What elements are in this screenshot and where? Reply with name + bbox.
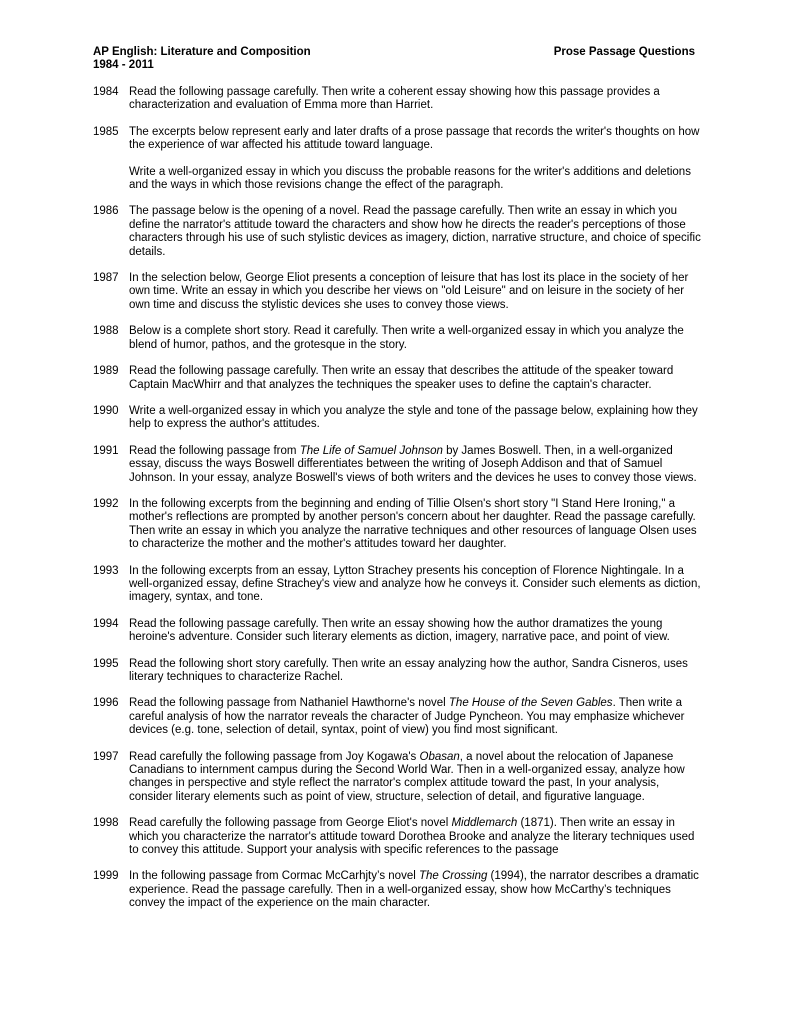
question-entry <box>93 817 701 857</box>
text-segment: In the following excerpts from an essay, Lytton Strachey presents his conception of Florence Nightingale. In a well-organized essay, define Strachey's view and analyze how he conveys it. Consider such elements as diction, imagery, syntax, and tone. <box>129 564 701 604</box>
question-entry <box>93 498 701 552</box>
question-entry <box>93 445 701 485</box>
question-year: 1998 <box>93 817 119 830</box>
question-text <box>129 325 701 352</box>
question-entry <box>93 205 701 259</box>
question-paragraph <box>129 565 701 605</box>
text-segment: Write a well-organized essay in which you discuss the probable reasons for the writer's additions and deletions and the ways in which those revisions change the effect of the paragraph. <box>129 165 691 192</box>
question-text <box>129 565 701 605</box>
work-title: Middlemarch <box>451 817 518 830</box>
question-entry <box>93 365 701 392</box>
question-year: 1995 <box>93 657 119 670</box>
text-segment: In the selection below, George Eliot presents a conception of leisure that has lost its place in the society of her own time. Write an essay in which you describe her views on "old Leisure" and on leisure in the society of her own time and discuss the stylistic devices she uses to convey those views. <box>129 272 689 311</box>
question-text <box>129 205 701 259</box>
question-entry <box>93 126 701 193</box>
header-row <box>93 46 695 59</box>
question-text <box>129 618 701 645</box>
question-entry <box>93 405 701 432</box>
question-text <box>129 126 701 193</box>
year-range: 1984 - 2011 <box>93 59 154 71</box>
question-year: 1984 <box>93 86 119 98</box>
question-text <box>129 817 701 857</box>
question-entry <box>93 870 701 910</box>
question-year: 1990 <box>93 404 119 417</box>
question-paragraph <box>129 751 701 805</box>
question-year: 1989 <box>93 365 119 378</box>
question-year: 1986 <box>93 205 119 218</box>
question-paragraph <box>129 405 701 432</box>
text-segment: The excerpts below represent early and later drafts of a prose passage that records the writer's thoughts on how the experience of war affected his attitude toward language. <box>129 125 700 152</box>
text-segment: by James Boswell. Then, in a well-organized essay, discuss the ways Boswell differentiates between the writing of Joseph Addison and that of Samuel Johnson. In your essay, analyze Boswell's views of both writers and the devices he uses to convey those views. <box>129 444 697 484</box>
text-segment: In the following passage from Cormac McCarhjty’s novel <box>129 870 419 883</box>
question-year: 1999 <box>93 870 119 883</box>
question-paragraph <box>129 126 701 153</box>
text-segment: Write a well-organized essay in which you analyze the style and tone of the passage below, explaining how they help to express the author's attitudes. <box>129 404 698 431</box>
text-segment: Read the following passage from Nathaniel Hawthorne's novel <box>129 697 449 710</box>
question-paragraph <box>129 817 701 857</box>
question-year: 1985 <box>93 125 119 138</box>
question-paragraph <box>129 325 701 352</box>
question-entry <box>93 658 701 685</box>
question-paragraph <box>129 365 701 392</box>
question-text <box>129 405 701 432</box>
question-paragraph <box>129 205 701 259</box>
text-segment: The passage below is the opening of a novel. Read the passage carefully. Then write an essay in which you define the narrator's attitude toward the characters and show how he directs the reader's perceptions of those characters through his use of such stylistic devices as imagery, diction, narrative structure, and choice of specific details. <box>129 205 701 258</box>
question-paragraph <box>129 498 701 552</box>
text-segment: Below is a complete short story. Read it carefully. Then write a well-organized essay in which you analyze the blend of humor, pathos, and the grotesque in the story. <box>129 325 684 351</box>
text-segment: Read the following passage carefully. Then write an essay showing how the author dramatizes the young heroine's adventure. Consider such literary elements as diction, imagery, narrative pace, and point of view. <box>129 617 670 644</box>
question-text <box>129 365 701 392</box>
work-title: Obasan <box>419 750 460 763</box>
question-text <box>129 658 701 685</box>
question-paragraph <box>129 272 701 312</box>
question-text <box>129 272 701 312</box>
text-segment: Read the following passage from <box>129 444 300 457</box>
work-title: The Crossing <box>418 870 488 883</box>
question-entry <box>93 618 701 645</box>
question-list <box>93 86 701 924</box>
question-entry <box>93 697 701 737</box>
text-segment: (1994), the narrator describes a dramatic experience. Read the passage carefully. Then in a well-organized essay, show how McCarthy’s techniques convey the impact of the experience on the main character. <box>129 870 699 910</box>
question-year: 1988 <box>93 325 119 338</box>
question-entry <box>93 86 701 113</box>
question-year: 1987 <box>93 272 119 285</box>
text-segment: . Then write a careful analysis of how the narrator reveals the character of Judge Pyncheon. You may emphasize whichever devices (e.g. tone, selection of detail, syntax, point of view) you find most significant. <box>129 697 685 737</box>
question-text <box>129 445 701 485</box>
section-title: Prose Passage Questions <box>553 46 695 58</box>
question-year: 1991 <box>93 444 119 457</box>
text-segment: Read carefully the following passage from Joy Kogawa's <box>129 750 420 763</box>
question-paragraph <box>129 870 701 910</box>
question-paragraph <box>129 697 701 737</box>
question-year: 1992 <box>93 497 119 510</box>
question-text <box>129 870 701 910</box>
question-text <box>129 697 701 737</box>
work-title: The House of the Seven Gables <box>448 697 613 710</box>
text-segment: In the following excerpts from the beginning and ending of Tillie Olsen's short story "I Stand Here Ironing," a mother's reflections are prompted by another person's concern about her daughter. Read the passage carefully. Then write an essay in which you analyze the narrative techniques and other resources of language Olsen uses to characterize the mother and the mother's attitudes toward her daughter. <box>129 497 697 551</box>
text-segment: (1871). Then write an essay in which you characterize the narrator's attitude toward Dorothea Brooke and analyze the literary techniques used to convey this attitude. Support your analysis with specific references to the passage <box>129 817 695 857</box>
question-entry <box>93 751 701 805</box>
question-text <box>129 86 701 113</box>
question-paragraph <box>129 166 701 193</box>
question-entry <box>93 325 701 352</box>
question-year: 1994 <box>93 617 119 630</box>
question-text <box>129 751 701 805</box>
question-paragraph <box>129 445 701 485</box>
question-entry <box>93 565 701 605</box>
work-title: The Life of Samuel Johnson <box>299 444 443 457</box>
question-entry <box>93 272 701 312</box>
question-paragraph <box>129 618 701 645</box>
course-title: AP English: Literature and Composition <box>93 46 311 58</box>
question-paragraph <box>129 86 701 113</box>
question-year: 1997 <box>93 750 119 763</box>
question-paragraph <box>129 658 701 685</box>
page-header <box>93 46 695 72</box>
question-year: 1996 <box>93 697 119 710</box>
text-segment: Read carefully the following passage from George Eliot's novel <box>129 817 452 830</box>
question-text <box>129 498 701 552</box>
question-year: 1993 <box>93 564 119 577</box>
text-segment: Read the following passage carefully. Then write an essay that describes the attitude of the speaker toward Captain MacWhirr and that analyzes the techniques the speaker uses to define the captain's character. <box>129 365 674 391</box>
text-segment: Read the following short story carefully. Then write an essay analyzing how the author, Sandra Cisneros, uses literary techniques to characterize Rachel. <box>129 657 688 683</box>
text-segment: , a novel about the relocation of Japanese Canadians to internment campus during the Second World War. Then in a well-organized essay, analyze how changes in perspective and style reflect the narrator's complex attitude toward the past, In your analysis, consider literary elements such as point of view, structure, selection of detail, and figurative language. <box>129 750 685 803</box>
text-segment: Read the following passage carefully. Then write a coherent essay showing how this passage provides a characterization and evaluation of Emma more than Harriet. <box>129 86 660 112</box>
